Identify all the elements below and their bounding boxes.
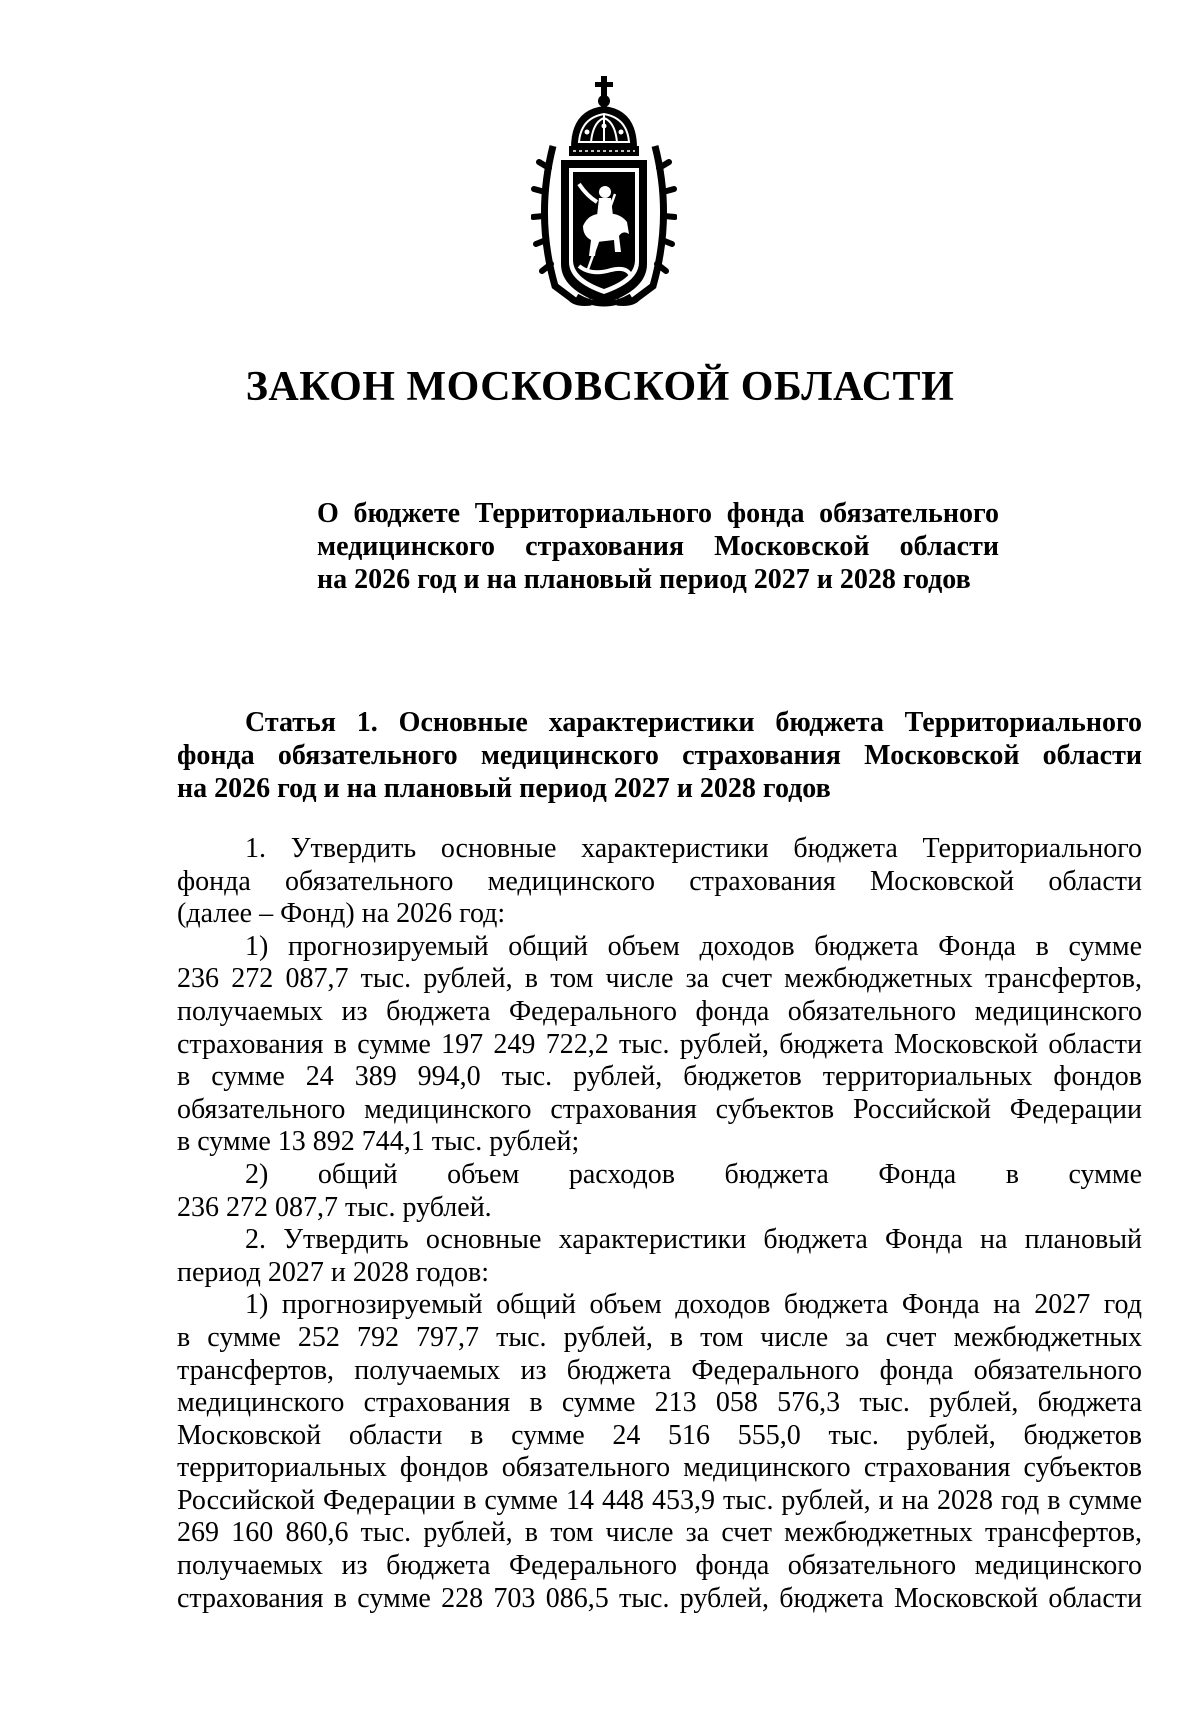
body-line: 269 160 860,6 тыс. рублей, в том числе за счет межбюджетных трансфертов, (177, 1517, 1142, 1549)
subtitle-line: медицинского страхования Московской области (317, 531, 999, 562)
body-line: в сумме 24 389 994,0 тыс. рублей, бюджетов территориальных фондов (177, 1061, 1142, 1093)
subtitle-line: О бюджете Территориального фонда обязательного (317, 498, 999, 529)
law-title: ЗАКОН МОСКОВСКОЙ ОБЛАСТИ (245, 364, 955, 410)
coat-of-arms-icon (531, 76, 677, 312)
body-line: обязательного медицинского страхования субъектов Российской Федерации (177, 1093, 1142, 1125)
body-line: 2. Утвердить основные характеристики бюджета Фонда на плановый (245, 1224, 1142, 1256)
body-line: страхования в сумме 228 703 086,5 тыс. рублей, бюджета Московской области (177, 1582, 1142, 1614)
body-line: Российской Федерации в сумме 14 448 453,9 тыс. рублей, и на 2028 год в сумме (177, 1484, 1142, 1516)
body-line: страхования в сумме 197 249 722,2 тыс. рублей, бюджета Московской области (177, 1028, 1142, 1060)
body-line: территориальных фондов обязательного медицинского страхования субъектов (177, 1452, 1142, 1484)
body-line: получаемых из бюджета Федерального фонда обязательного медицинского (177, 1550, 1142, 1582)
body-line: получаемых из бюджета Федерального фонда обязательного медицинского (177, 995, 1142, 1027)
body-line: период 2027 и 2028 годов: (177, 1256, 490, 1288)
heading-line: фонда обязательного медицинского страхования Московской области (177, 740, 1142, 771)
body-line: 1) прогнозируемый общий объем доходов бюджета Фонда в сумме (245, 930, 1142, 962)
body-line: в сумме 13 892 744,1 тыс. рублей; (177, 1126, 580, 1158)
body-line: Московской области в сумме 24 516 555,0 тыс. рублей, бюджетов (177, 1419, 1142, 1451)
heading-line: Статья 1. Основные характеристики бюджета Территориального (245, 707, 1142, 738)
heading-line: на 2026 год и на плановый период 2027 и 2028 годов (177, 773, 831, 804)
body-line: медицинского страхования в сумме 213 058 576,3 тыс. рублей, бюджета (177, 1387, 1142, 1419)
body-line: трансфертов, получаемых из бюджета Федерального фонда обязательного (177, 1354, 1142, 1386)
article-1-heading (177, 706, 1142, 805)
body-line: (далее – Фонд) на 2026 год: (177, 898, 506, 930)
body-line: 1) прогнозируемый общий объем доходов бюджета Фонда на 2027 год (245, 1289, 1142, 1321)
law-subtitle (317, 497, 999, 596)
body-line: 236 272 087,7 тыс. рублей, в том числе за счет межбюджетных трансфертов, (177, 963, 1142, 995)
body-line: 2) общий объем расходов бюджета Фонда в сумме (245, 1158, 1142, 1190)
article-1-body (177, 833, 1142, 1615)
body-line: 236 272 087,7 тыс. рублей. (177, 1191, 492, 1223)
body-line: 1. Утвердить основные характеристики бюджета Территориального (245, 833, 1142, 864)
body-line: в сумме 252 792 797,7 тыс. рублей, в том числе за счет межбюджетных (177, 1321, 1142, 1353)
body-line: фонда обязательного медицинского страхования Московской области (177, 865, 1142, 897)
subtitle-line: на 2026 год и на плановый период 2027 и 2028 годов (317, 564, 971, 595)
